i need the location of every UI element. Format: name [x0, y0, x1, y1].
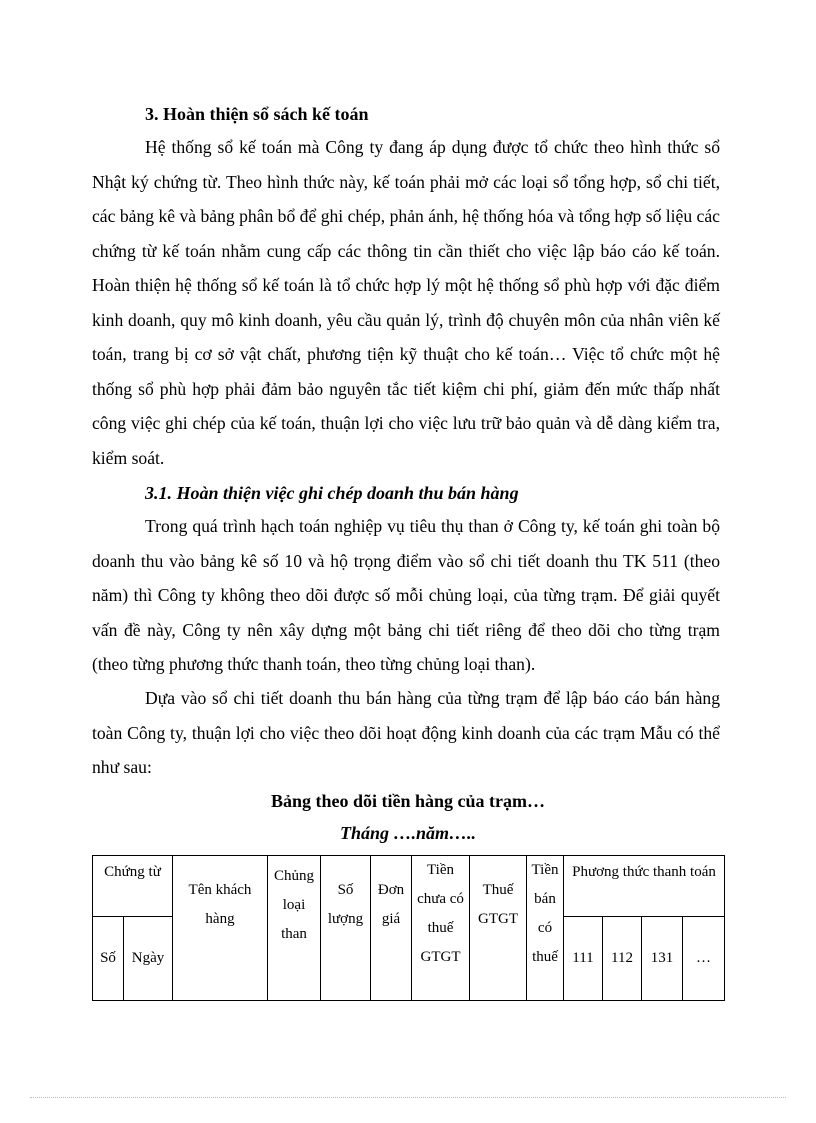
header-thue-gtgt: Thuế GTGT: [470, 856, 527, 1001]
header-tien-chua-co-thue: Tiền chưa có thuế GTGT: [412, 856, 470, 1001]
header-don-gia: Đơn giá: [371, 856, 412, 1001]
table-subtitle: Tháng ….năm…..: [339, 823, 477, 843]
header-chung-tu: Chứng từ: [93, 856, 173, 917]
header-pt-112: 112: [603, 917, 642, 1001]
table-header-row-1: [93, 856, 725, 917]
revenue-tracking-table: [92, 855, 725, 1001]
table-title: Bảng theo dõi tiền hàng của trạm…: [270, 791, 546, 811]
paragraph-1: Hệ thống sổ kế toán mà Công ty đang áp dụng được tổ chức theo hình thức sổ Nhật ký chứng từ. Theo hình thức này, kế toán phải mở các loại sổ tổng hợp, sổ chi tiết, các bảng kê và bảng phân bổ để ghi chép, phản ánh, hệ thống hóa và tổng hợp số liệu các chứng từ kế toán nhằm cung cấp các thông tin cần thiết cho việc lập báo cáo kế toán. Hoàn thiện hệ thống sổ kế toán là tổ chức hợp lý một hệ thống sổ phù hợp với đặc điểm kinh doanh, quy mô kinh doanh, yêu cầu quản lý, trình độ chuyên môn của nhân viên kế toán, trang bị cơ sở vật chất, phương tiện kỹ thuật cho kế toán… Việc tổ chức một hệ thống sổ phù hợp phải đảm bảo nguyên tắc tiết kiệm chi phí, giảm đến mức thấp nhất công việc ghi chép của kế toán, thuận lợi cho việc lưu trữ bảo quản và dễ dàng kiểm tra, kiểm soát.: [92, 137, 720, 468]
header-so: Số: [93, 917, 124, 1001]
header-chung-loai-than: Chủng loại than: [268, 856, 321, 1001]
paragraph-2: Trong quá trình hạch toán nghiệp vụ tiêu thụ than ở Công ty, kế toán ghi toàn bộ doanh thu vào bảng kê số 10 và hộ trọng điểm vào sổ chi tiết doanh thu TK 511 (theo năm) thì Công ty không theo dõi được số mỗi chủng loại, của từng trạm. Để giải quyết vấn đề này, Công ty nên xây dựng một bảng chi tiết riêng để theo dõi cho từng trạm (theo từng phương thức thanh toán, theo từng chủng loại than).: [92, 516, 720, 674]
paragraph-3: Dựa vào sổ chi tiết doanh thu bán hàng của từng trạm để lập báo cáo bán hàng toàn Công ty, thuận lợi cho việc theo dõi hoạt động kinh doanh của các trạm Mẫu có thể như sau:: [92, 688, 720, 777]
header-pt-111: 111: [564, 917, 603, 1001]
header-so-luong: Số lượng: [321, 856, 371, 1001]
header-pt-131: 131: [642, 917, 683, 1001]
header-pt-more: …: [683, 917, 725, 1001]
header-tien-ban-co-thue: Tiền bán có thuế: [527, 856, 564, 1001]
section-heading: 3. Hoàn thiện sổ sách kế toán: [145, 104, 369, 124]
header-ngay: Ngày: [124, 917, 173, 1001]
page-footer-divider: [30, 1097, 786, 1098]
header-ten-khach-hang: Tên khách hàng: [173, 856, 268, 1001]
subsection-heading: 3.1. Hoàn thiện việc ghi chép doanh thu bán hàng: [145, 483, 519, 503]
header-phuong-thuc-thanh-toan: Phương thức thanh toán: [564, 856, 725, 917]
